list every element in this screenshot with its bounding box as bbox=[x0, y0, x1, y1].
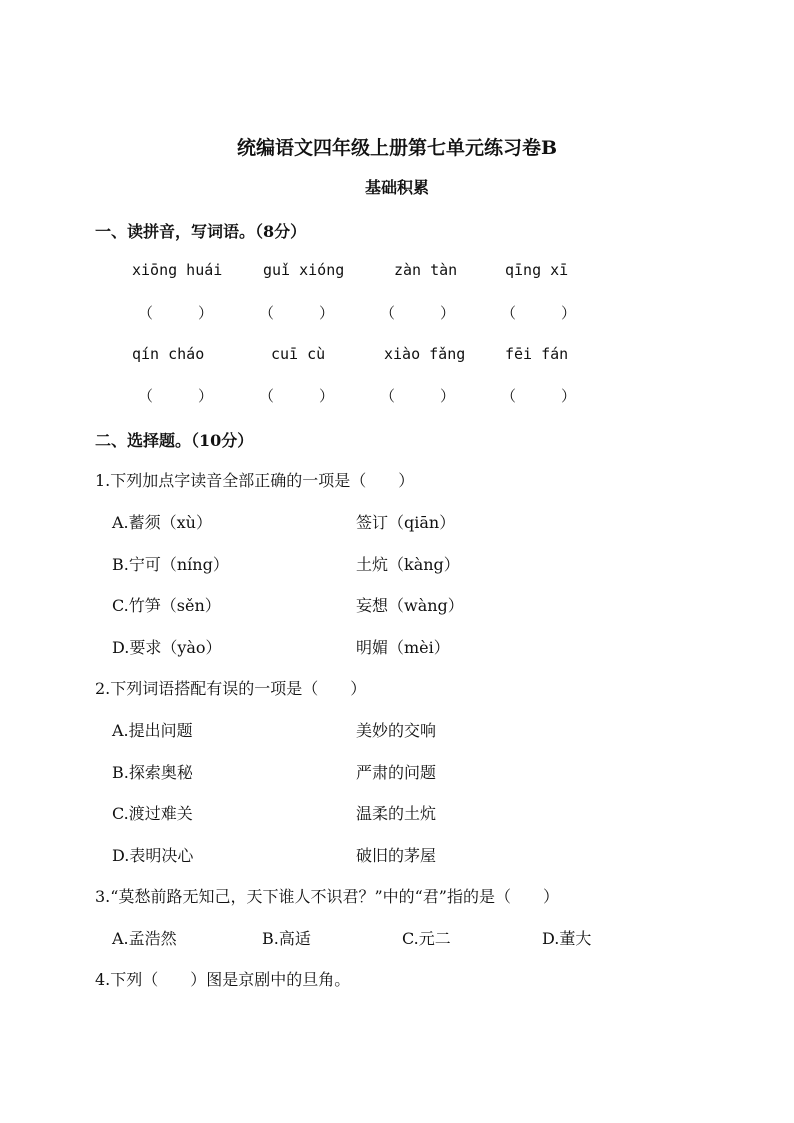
pinyin-2: guǐ xióng bbox=[263, 261, 345, 279]
q2-option-d-left[interactable]: D.表明决心 bbox=[112, 846, 194, 865]
q2-option-a-left[interactable]: A.提出问题 bbox=[112, 721, 193, 740]
pinyin-8: fēi fán bbox=[505, 345, 569, 363]
pinyin-4: qīng xī bbox=[505, 261, 569, 279]
pinyin-5: qín cháo bbox=[132, 345, 205, 363]
q2-option-b-left[interactable]: B.探索奥秘 bbox=[112, 763, 193, 782]
q1-option-d-left[interactable]: D.要求（yào） bbox=[112, 638, 222, 657]
q3-option-b[interactable]: B.高适 bbox=[262, 929, 311, 948]
pinyin-1: xiōng huái bbox=[132, 261, 223, 279]
q3-option-d[interactable]: D.董大 bbox=[542, 929, 592, 948]
question-4: 4.下列（ ）图是京剧中的旦角。 bbox=[95, 970, 351, 989]
answer-blank-7[interactable]: （ ） bbox=[380, 387, 456, 405]
q3-option-a[interactable]: A.孟浩然 bbox=[112, 929, 177, 948]
q2-option-c-left[interactable]: C.渡过难关 bbox=[112, 804, 193, 823]
q1-option-a-right[interactable]: 签订（qiān） bbox=[356, 513, 456, 532]
answer-blank-6[interactable]: （ ） bbox=[259, 387, 335, 405]
answer-blank-8[interactable]: （ ） bbox=[501, 387, 577, 405]
answer-blank-5[interactable]: （ ） bbox=[138, 387, 214, 405]
q2-option-d-right[interactable]: 破旧的茅屋 bbox=[356, 846, 437, 865]
section2-heading: 二、选择题。（10分） bbox=[95, 431, 254, 450]
q1-option-c-left[interactable]: C.竹笋（sěn） bbox=[112, 596, 221, 615]
pinyin-6: cuī cù bbox=[271, 345, 326, 363]
answer-blank-4[interactable]: （ ） bbox=[501, 304, 577, 322]
page-title: 统编语文四年级上册第七单元练习卷B bbox=[236, 137, 558, 159]
answer-blank-2[interactable]: （ ） bbox=[259, 304, 335, 322]
question-3: 3.“莫愁前路无知己，天下谁人不识君？”中的“君”指的是（ ） bbox=[95, 887, 559, 906]
section-subtitle: 基础积累 bbox=[364, 178, 429, 197]
question-2: 2.下列词语搭配有误的一项是（ ） bbox=[95, 679, 367, 698]
q1-option-b-left[interactable]: B.宁可（níng） bbox=[112, 555, 229, 574]
pinyin-3: zàn tàn bbox=[394, 261, 458, 279]
q1-option-a-left[interactable]: A.蓄须（xù） bbox=[112, 513, 212, 532]
q1-option-c-right[interactable]: 妄想（wàng） bbox=[356, 596, 464, 615]
q2-option-a-right[interactable]: 美妙的交响 bbox=[356, 721, 437, 740]
q2-option-b-right[interactable]: 严肃的问题 bbox=[356, 763, 437, 782]
q3-option-c[interactable]: C.元二 bbox=[402, 929, 451, 948]
answer-blank-3[interactable]: （ ） bbox=[380, 304, 456, 322]
answer-blank-1[interactable]: （ ） bbox=[138, 304, 214, 322]
section1-heading: 一、读拼音，写词语。（8分） bbox=[95, 222, 307, 241]
pinyin-7: xiào fǎng bbox=[384, 345, 466, 363]
q1-option-d-right[interactable]: 明媚（mèi） bbox=[356, 638, 450, 657]
question-1: 1.下列加点字读音全部正确的一项是（ ） bbox=[95, 471, 415, 490]
q2-option-c-right[interactable]: 温柔的土炕 bbox=[356, 804, 437, 823]
q1-option-b-right[interactable]: 土炕（kàng） bbox=[356, 555, 460, 574]
